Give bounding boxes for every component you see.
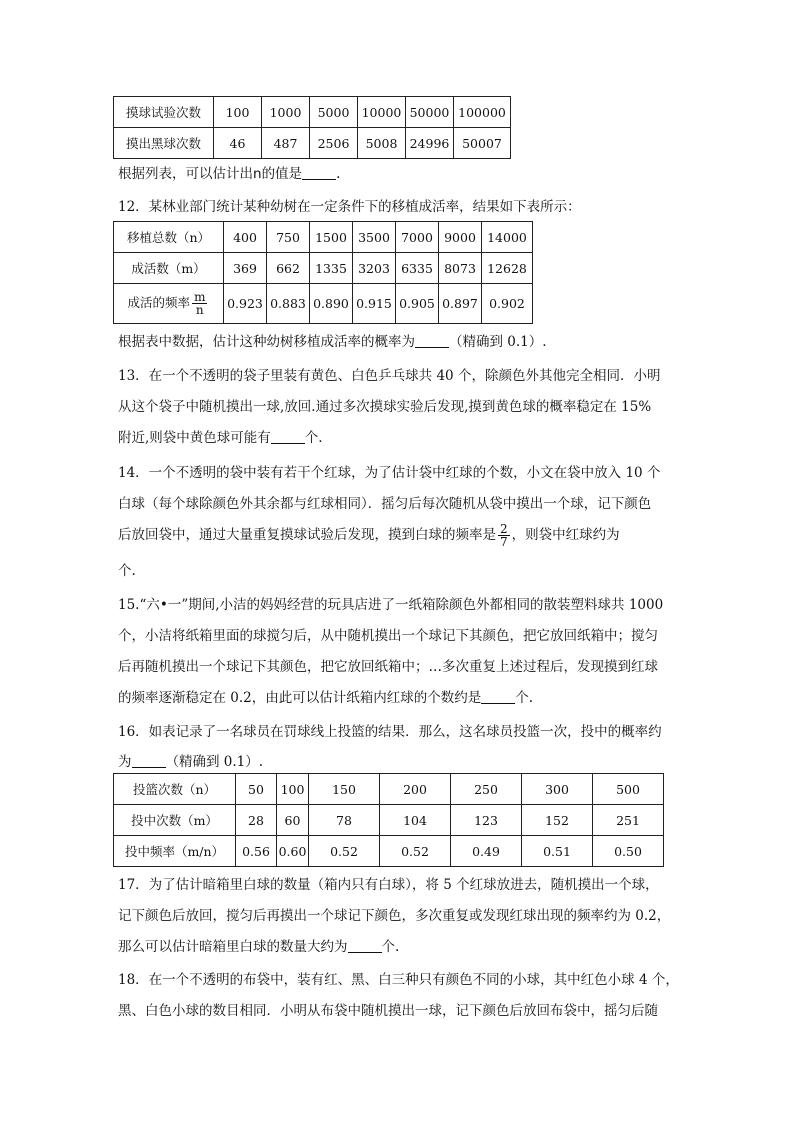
q16-precision-note: （精确到 0.1）. — [165, 754, 264, 770]
table-cell: 投中频率（m/n） — [114, 836, 236, 867]
q17-tail-text: 那么可以估计暗箱里白球的数量大约为 — [118, 939, 348, 955]
table-cell: 5008 — [358, 128, 406, 159]
table-cell: 0.50 — [593, 836, 664, 867]
q11-tail: 根据列表，可以估计出n的值是 . — [118, 166, 341, 182]
q13-tail-text: 附近,则袋中黄色球可能有 — [118, 430, 271, 446]
table-cell: 750 — [267, 222, 310, 253]
table-cell: 3500 — [353, 222, 396, 253]
table-cell: 100000 — [454, 97, 511, 128]
q13-line-3 — [118, 428, 678, 448]
table-cell: 1500 — [310, 222, 353, 253]
table-cell: 0.883 — [267, 284, 310, 324]
table-cell: 50000 — [406, 97, 454, 128]
table-row — [114, 253, 533, 284]
table-cell: 250 — [451, 774, 522, 805]
table-cell: 12628 — [482, 253, 533, 284]
q14-line-4: 个. — [118, 563, 136, 579]
table-cell: 0.56 — [236, 836, 277, 867]
table-cell: 200 — [380, 774, 451, 805]
table-cell: 46 — [214, 128, 262, 159]
frequency-label: 成活的频率 — [127, 295, 191, 310]
q14-line-1: 14．一个不透明的袋中装有若干个红球，为了估计袋中红球的个数，小文在袋中放入 10 个 — [118, 465, 661, 481]
table-cell: 50007 — [454, 128, 511, 159]
table-cell: 6335 — [396, 253, 439, 284]
q11-suffix: 的值是 — [261, 166, 303, 182]
q16-line-2 — [118, 752, 678, 772]
table-cell: 60 — [277, 805, 309, 836]
q14-line-2: 白球（每个球除颜色外其余都与红球相同）．摇匀后每次随机从袋中摸出一个球，记下颜色 — [118, 496, 652, 512]
table-cell: 9000 — [439, 222, 482, 253]
table-row — [114, 805, 664, 836]
table-cell: 369 — [224, 253, 267, 284]
fraction-numerator: 2 — [500, 522, 508, 536]
q15-unit: 个. — [515, 690, 534, 706]
table-row — [114, 774, 664, 805]
table-cell: 0.52 — [380, 836, 451, 867]
table-cell: 0.890 — [310, 284, 353, 324]
table-cell — [114, 284, 224, 324]
q13-line-1: 13．在一个不透明的袋子里装有黄色、白色乒乓球共 40 个，除颜色外其他完全相同．小明 — [118, 368, 661, 384]
fraction-denominator: 7 — [500, 535, 508, 549]
table-cell: 投中次数（m） — [114, 805, 236, 836]
free-throw-table — [113, 773, 664, 867]
table-cell: 500 — [593, 774, 664, 805]
table-cell: 1000 — [262, 97, 310, 128]
q11-var: n — [253, 166, 262, 182]
table-row — [114, 284, 533, 324]
table-cell: 5000 — [310, 97, 358, 128]
table-cell: 1335 — [310, 253, 353, 284]
table-cell: 78 — [309, 805, 380, 836]
q12-tail-text: 根据表中数据，估计这种幼树移植成活率的概率为 — [118, 334, 415, 350]
q15-tail-text: 的频率逐渐稳定在 0.2，由此可以估计纸箱内红球的个数约是 — [118, 690, 482, 706]
table-cell: 8073 — [439, 253, 482, 284]
q14-tail-text-2: ，则袋中红球约为 — [511, 527, 620, 543]
table-cell: 成活数（m） — [114, 253, 224, 284]
table-row — [114, 222, 533, 253]
q18-line-1: 18．在一个不透明的布袋中，装有红、黑、白三种只有颜色不同的小球，其中红色小球 4 个， — [118, 972, 679, 988]
q15-line-1: 15.“六•一”期间,小洁的妈妈经营的玩具店进了一纸箱除颜色外都相同的散装塑料球共 1000 — [118, 597, 664, 613]
transplant-table — [113, 221, 533, 324]
q12-stem: 12．某林业部门统计某种幼树在一定条件下的移植成活率，结果如下表所示： — [118, 199, 581, 215]
table-cell: 487 — [262, 128, 310, 159]
fraction-m-over-n — [192, 291, 207, 316]
answer-blank — [302, 165, 336, 180]
table-cell: 24996 — [406, 128, 454, 159]
table-cell: 0.49 — [451, 836, 522, 867]
fraction-two-sevenths — [498, 523, 510, 548]
table-cell: 摸球试验次数 — [114, 97, 214, 128]
table-cell: 0.60 — [277, 836, 309, 867]
table-cell: 0.902 — [482, 284, 533, 324]
answer-blank — [415, 333, 449, 348]
table-cell: 0.51 — [522, 836, 593, 867]
table-cell: 123 — [451, 805, 522, 836]
table-cell: 50 — [236, 774, 277, 805]
q15-line-3: 后再随机摸出一个球记下其颜色，把它放回纸箱中；…多次重复上述过程后，发现摸到红球 — [118, 659, 658, 675]
table-cell: 10000 — [358, 97, 406, 128]
fraction-numerator: m — [194, 290, 206, 304]
table-cell: 300 — [522, 774, 593, 805]
q15-line-4 — [118, 688, 678, 708]
q12-precision-note: （精确到 0.1）. — [449, 334, 547, 350]
fraction-denominator: n — [195, 303, 204, 317]
table-cell: 移植总数（n） — [114, 222, 224, 253]
table-cell: 28 — [236, 805, 277, 836]
q16-line-1: 16．如表记录了一名球员在罚球线上投篮的结果．那么，这名球员投篮一次，投中的概率约 — [118, 724, 662, 740]
q17-unit: 个. — [381, 939, 400, 955]
table-row — [114, 128, 511, 159]
table-cell: 0.915 — [353, 284, 396, 324]
table-row — [114, 836, 664, 867]
table-cell: 100 — [277, 774, 309, 805]
table-cell: 152 — [522, 805, 593, 836]
q11-prefix: 根据列表，可以估计出 — [118, 166, 253, 182]
answer-blank — [132, 753, 166, 768]
table-cell: 662 — [267, 253, 310, 284]
table-cell: 400 — [224, 222, 267, 253]
q17-line-2: 记下颜色后放回，搅匀后再摸出一个球记下颜色，多次重复或发现红球出现的频率约为 0.2， — [118, 908, 671, 924]
q18-line-2: 黑、白色小球的数目相同．小明从布袋中随机摸出一球，记下颜色后放回布袋中，摇匀后随 — [118, 1003, 658, 1019]
table-cell: 投篮次数（n） — [114, 774, 236, 805]
table-cell: 3203 — [353, 253, 396, 284]
answer-blank — [481, 689, 515, 704]
table-cell: 0.897 — [439, 284, 482, 324]
table-cell: 150 — [309, 774, 380, 805]
table-cell: 0.923 — [224, 284, 267, 324]
table-cell: 14000 — [482, 222, 533, 253]
q16-tail-text: 为 — [118, 754, 132, 770]
q15-line-2: 个，小洁将纸箱里面的球搅匀后，从中随机摸出一个球记下其颜色，把它放回纸箱中；搅匀 — [118, 628, 658, 644]
table-cell: 100 — [214, 97, 262, 128]
q13-line-2: 从这个袋子中随机摸出一球,放回.通过多次摸球实验后发现,摸到黄色球的概率稳定在 15% — [118, 399, 652, 415]
table-cell: 251 — [593, 805, 664, 836]
table-cell: 7000 — [396, 222, 439, 253]
ball-trial-table — [113, 96, 511, 159]
q17-line-3 — [118, 937, 678, 957]
table-cell: 0.52 — [309, 836, 380, 867]
table-cell: 摸出黑球次数 — [114, 128, 214, 159]
q12-tail — [118, 332, 678, 352]
q13-unit: 个. — [304, 430, 323, 446]
answer-blank — [348, 938, 382, 953]
q14-line-3 — [118, 522, 678, 548]
q17-line-1: 17．为了估计暗箱里白球的数量（箱内只有白球），将 5 个红球放进去，随机摸出一个球， — [118, 877, 659, 893]
table-row — [114, 97, 511, 128]
q14-tail-text: 后放回袋中，通过大量重复摸球试验后发现，摸到白球的频率是 — [118, 527, 496, 543]
table-cell: 104 — [380, 805, 451, 836]
table-cell: 2506 — [310, 128, 358, 159]
table-cell: 0.905 — [396, 284, 439, 324]
answer-blank — [271, 429, 305, 444]
